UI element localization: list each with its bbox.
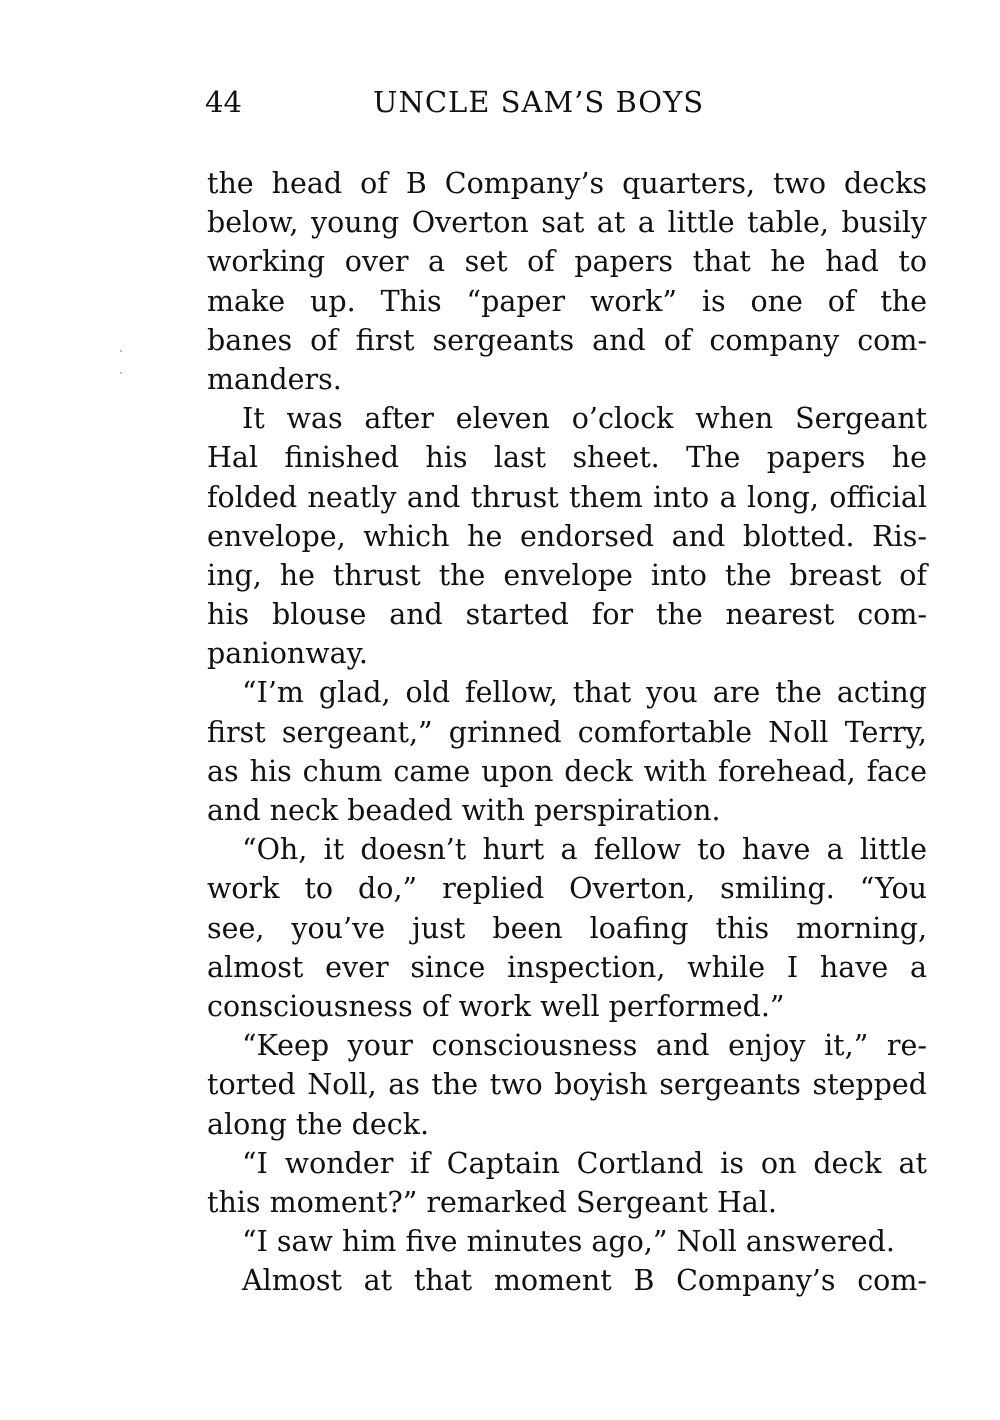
text-line: make up. This “paper work” is one of the [207,284,927,318]
page-number: 44 [205,85,242,119]
text-line: ing, he thrust the envelope into the breast of [207,558,927,592]
text-line: and neck beaded with perspiration. [207,794,721,827]
text-line: working over a set of papers that he had to [207,245,927,279]
text-line: Hal finished his last sheet. The papers he [207,441,927,475]
paragraph-start-line: “I saw him five minutes ago,” Noll answered. [242,1225,895,1259]
text-line: manders. [207,362,342,396]
running-head: UNCLE SAM’S BOYS [373,85,705,119]
page-header [205,82,765,122]
text-line: along the deck. [207,1107,430,1141]
text-line: consciousness of work well performed.” [207,989,785,1023]
paragraph-start-line: “Oh, it doesn’t hurt a fellow to have a little [242,833,927,867]
text-line: below, young Overton sat at a little table, busily [207,206,927,240]
text-line: torted Noll, as the two boyish sergeants stepped [207,1068,927,1102]
text-line: first sergeant,” grinned comfortable Noll Terry, [207,715,927,749]
text-line: folded neatly and thrust them into a long, official [207,480,927,514]
text-line: see, you’ve just been loafing this morning, [207,911,927,945]
paragraph-start-line: Almost at that moment B Company’s com- [242,1264,927,1298]
text-line: this moment?” remarked Sergeant Hal. [207,1185,777,1219]
text-line: as his chum came upon deck with forehead, face [207,754,927,788]
text-line: the head of B Company’s quarters, two decks [207,167,927,200]
paragraph-start-line: It was after eleven o’clock when Sergeant [242,402,927,436]
paragraph-start-line: “Keep your consciousness and enjoy it,” re- [242,1029,927,1063]
paragraph-start-line: “I’m glad, old fellow, that you are the acting [242,676,927,710]
text-line: work to do,” replied Overton, smiling. “You [207,872,927,906]
text-line: envelope, which he endorsed and blotted. Ris- [207,519,927,553]
text-line: almost ever since inspection, while I have a [207,950,927,984]
body-text [207,164,927,1300]
text-line: his blouse and started for the nearest com- [207,598,927,632]
text-line: panionway. [207,637,368,671]
paragraph-start-line: “I wonder if Captain Cortland is on deck at [242,1146,927,1180]
text-line: banes of first sergeants and of company com- [207,323,927,357]
margin-speck [120,350,124,390]
